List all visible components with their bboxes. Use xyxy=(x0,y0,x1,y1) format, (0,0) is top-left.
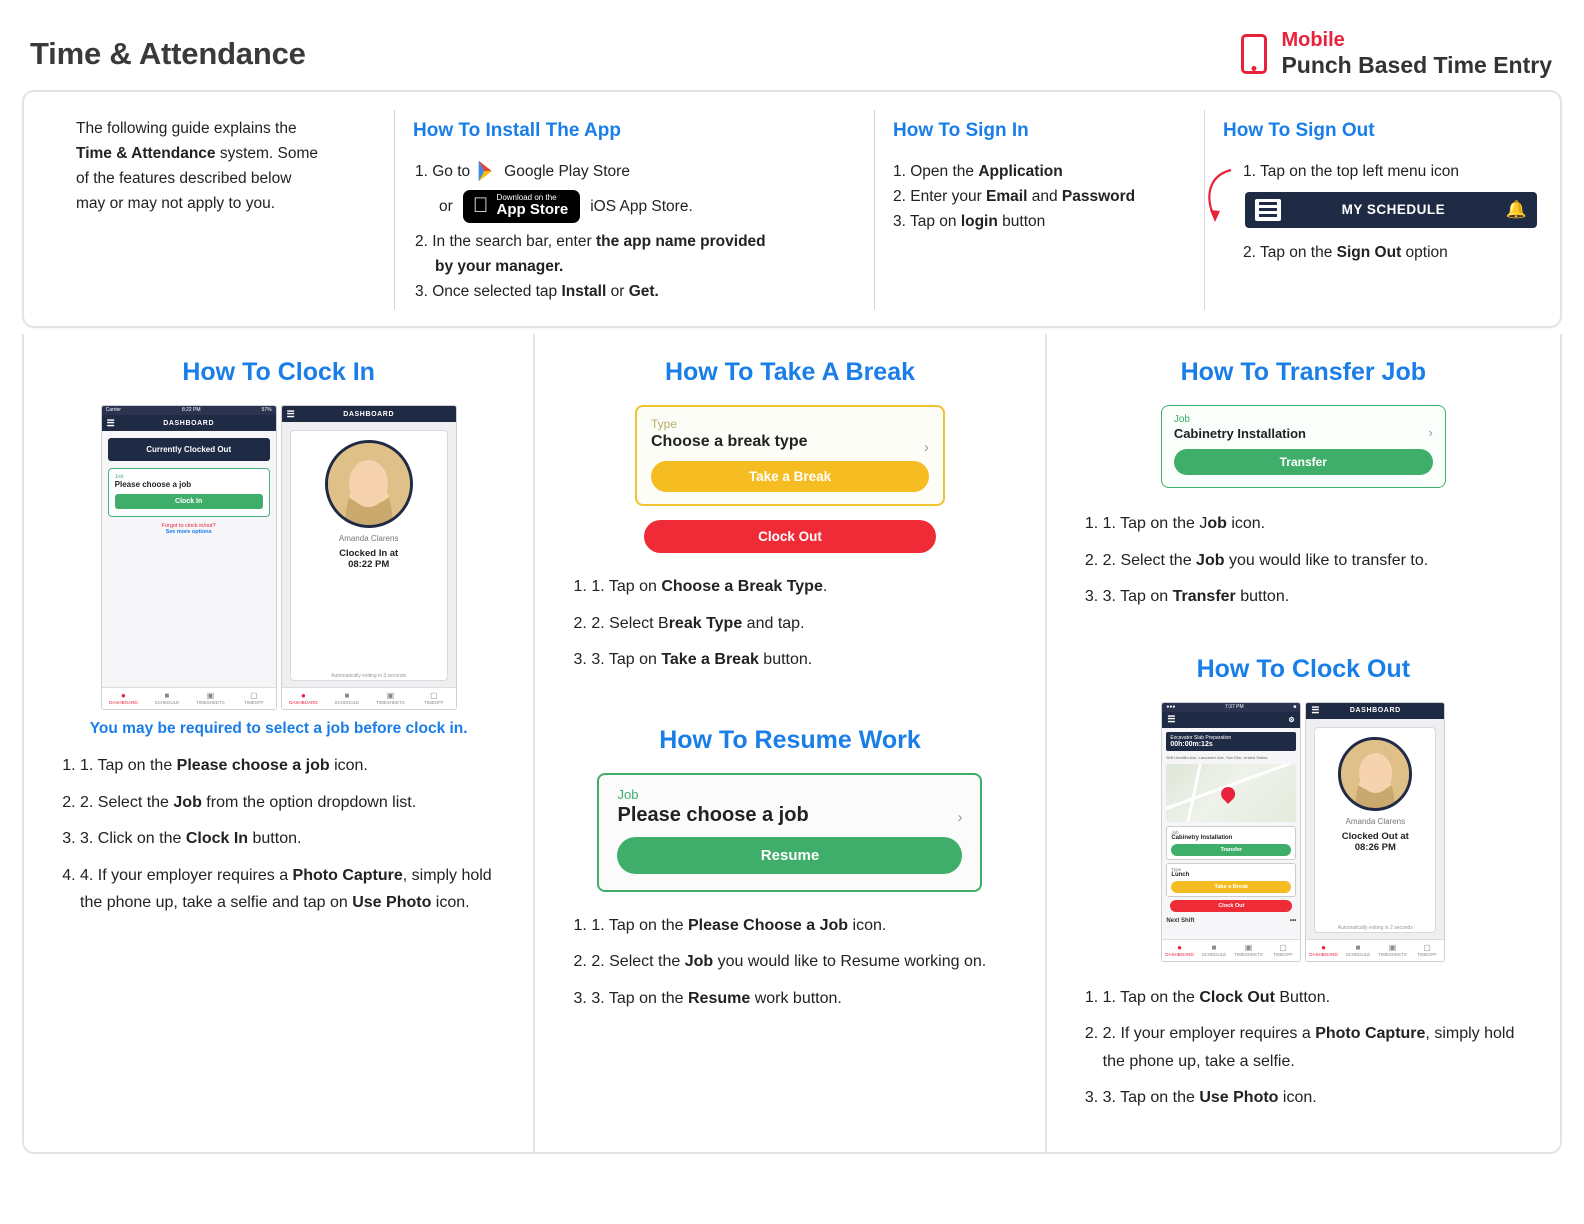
clock-in-heading: How To Clock In xyxy=(182,358,375,387)
phone1-tab-schedule-label: SCHEDULE xyxy=(154,700,180,706)
co-phone2-tab-timesheets[interactable]: ▣ TIMESHEETS xyxy=(1378,942,1407,957)
clock-in-note: You may be required to select a job before clock in. xyxy=(89,720,468,738)
phone1-job-label: Job xyxy=(114,474,124,481)
resume-work-heading: How To Resume Work xyxy=(659,725,921,754)
co-phone2-status: Clocked Out at xyxy=(1341,830,1409,842)
ci-s1-pre: 1. Tap on the xyxy=(80,757,177,775)
signout-step-2 xyxy=(1223,240,1526,265)
resume-step-3 xyxy=(591,985,1018,1013)
transfer-button[interactable]: Transfer xyxy=(1174,449,1433,475)
selfie-avatar xyxy=(325,440,413,528)
signin-step2-mid: and xyxy=(1027,187,1062,205)
intro-bold: Time & Attendance xyxy=(76,145,216,163)
gear-icon[interactable]: ⚙ xyxy=(1288,716,1296,724)
phone1-tabbar[interactable] xyxy=(102,687,276,709)
transfer-job-steps xyxy=(1073,510,1534,611)
transfer-clockout-section xyxy=(1045,334,1560,1152)
take-break-steps xyxy=(561,573,1018,674)
clock-out-steps xyxy=(1073,984,1534,1112)
co-phone1-next-shift-label: Next Shift xyxy=(1166,917,1195,924)
phone-dashboard-clocked-out xyxy=(101,405,277,710)
tj-s2-post: you would like to transfer to. xyxy=(1224,551,1429,569)
phone-active-job: ●●● 7:37 PM ■ ☰ ⚙ Excavator Slab Preparation 00h:00m:12s 508 Umatilla Ave, Lancaster Ave, San Dim, United States Job Cabinetry Installation Transfer Type Lunch Take a Break Clock Out Next Shift ••• ● DASHBOARD ■ SCHEDULE ▣ TIMESHEETS ▢ TIMEOFF xyxy=(1161,702,1301,962)
phone2-tab-timeoff-label: TIMEOFF xyxy=(424,700,444,706)
phone2-tab-dashboard-label: DASHBOARD xyxy=(289,700,318,706)
phone1-tab-dashboard[interactable]: ● DASHBOARD xyxy=(109,691,138,706)
install-step2-pre: 2. In the search bar, enter xyxy=(415,233,596,251)
rw-s3-bold: Resume xyxy=(688,989,751,1007)
resume-step-2 xyxy=(591,948,1018,976)
co-s1-post: Button. xyxy=(1274,988,1331,1006)
header-subtitle: Punch Based Time Entry xyxy=(1281,52,1552,79)
phone2-tab-schedule[interactable]: ■ SCHEDULE xyxy=(334,691,360,706)
ci-s3-post: button. xyxy=(248,830,302,848)
rw-s3-pre: 3. Tap on the xyxy=(591,989,688,1007)
phone1-job-value: Please choose a job xyxy=(114,480,192,490)
co-s1-pre: 1. Tap on the xyxy=(1102,988,1200,1006)
rw-s1-post: icon. xyxy=(848,916,887,934)
co-phone2-tab-dashboard[interactable]: ● DASHBOARD xyxy=(1309,942,1338,957)
phone2-user-name: Amanda Clarens xyxy=(338,534,399,544)
phone2-status: Clocked In at xyxy=(339,548,399,560)
top-info-panel xyxy=(22,90,1562,328)
co-phone1-job-value: Cabinetry Installation xyxy=(1171,834,1233,841)
transfer-job-value: Cabinetry Installation xyxy=(1173,426,1307,442)
co-phone1-clock-out-button[interactable]: Clock Out xyxy=(1170,900,1292,912)
signin-step-1 xyxy=(893,159,1186,184)
signout-step2-pre: 2. Tap on the xyxy=(1243,243,1337,261)
phone2-time: 08:22 PM xyxy=(348,559,390,571)
co-s3-pre: 3. Tap on the xyxy=(1102,1089,1200,1107)
phone1-menu-icon[interactable]: ☰ xyxy=(106,417,116,428)
transfer-step-3 xyxy=(1103,583,1534,611)
phone1-tab-timesheets[interactable]: ▣ TIMESHEETS xyxy=(196,691,225,706)
tb-s2-pre: 2. Select B xyxy=(591,614,669,632)
curved-arrow-icon xyxy=(1201,166,1241,236)
page-header xyxy=(22,22,1562,86)
phone-clocked-in-selfie xyxy=(281,405,457,710)
phone2-tab-dashboard[interactable]: ● DASHBOARD xyxy=(289,691,318,706)
phone1-tab-dashboard-label: DASHBOARD xyxy=(109,700,138,706)
intro-line3: of the features described below xyxy=(76,170,292,188)
signin-step3-post: button xyxy=(997,212,1046,230)
co-phone1-time: 7:37 PM xyxy=(1225,703,1244,710)
co-phone1-timer xyxy=(1166,732,1296,751)
signin-column xyxy=(874,110,1204,310)
co-phone1-timer-title: Excavator Slab Preparation xyxy=(1170,734,1232,741)
tj-s3-bold: Transfer xyxy=(1172,588,1236,606)
my-schedule-bar[interactable] xyxy=(1245,192,1537,228)
signin-step1-pre: 1. Open the xyxy=(893,162,979,180)
phone1-status-bar: Currently Clocked Out xyxy=(108,438,270,461)
phone1-tab-schedule[interactable]: ■ SCHEDULE xyxy=(154,691,180,706)
ci-s4-bold2: Use Photo xyxy=(352,894,432,912)
co-s1-bold: Clock Out xyxy=(1199,988,1275,1006)
rw-s2-pre: 2. Select the xyxy=(591,953,685,971)
phone2-tabbar[interactable] xyxy=(282,687,456,709)
transfer-step-1 xyxy=(1103,510,1534,538)
appstore-small-label: Download on the xyxy=(480,192,541,202)
clock-in-step-4 xyxy=(80,862,507,917)
break-step-2 xyxy=(591,610,1018,638)
co-phone1-tab-timeoff[interactable]: ▢ TIMEOFF xyxy=(1273,942,1293,957)
break-type-value: Choose a break type xyxy=(650,433,808,451)
phone1-job-card[interactable] xyxy=(108,468,270,517)
hamburger-menu-icon[interactable] xyxy=(1255,199,1281,221)
clock-in-step-2 xyxy=(80,789,507,817)
install-step3-mid: or xyxy=(606,283,629,301)
co-phone2-menu-icon[interactable]: ☰ xyxy=(1311,705,1320,716)
install-step3-get: Get. xyxy=(628,283,659,301)
signin-step2-pre: 2. Enter your xyxy=(893,187,987,205)
co-phone1-tab-timesheets[interactable]: ▣ TIMESHEETS xyxy=(1234,942,1263,957)
rw-s2-post: you would like to Resume working on. xyxy=(713,953,987,971)
intro-line4: may or may not apply to you. xyxy=(76,195,276,213)
tb-s3-pre: 3. Tap on xyxy=(591,651,662,669)
co-phone1-break-button[interactable]: Take a Break xyxy=(1171,881,1291,893)
phone1-tab-timesheets-label: TIMESHEETS xyxy=(196,700,225,706)
install-step3-install: Install xyxy=(561,283,607,301)
intro-line2: system. Some xyxy=(215,145,319,163)
phone1-forgot-text: Forgot to clock in/out? xyxy=(161,523,216,530)
tj-s1-pre: 1. Tap on the J xyxy=(1102,515,1208,533)
appstore-big-label: App Store xyxy=(480,201,553,219)
phone-clocked-out-selfie xyxy=(1305,702,1445,962)
co-phone1-tabbar[interactable] xyxy=(1162,939,1300,961)
resume-job-label: Job xyxy=(617,786,639,802)
co-phone1-type-card[interactable] xyxy=(1166,863,1296,897)
clock-out-step-2 xyxy=(1103,1020,1534,1075)
rw-s1-bold: Please Choose a Job xyxy=(688,916,849,934)
co-phone1-address: 508 Umatilla Ave, Lancaster Ave, San Dim, United States xyxy=(1166,754,1268,760)
take-a-break-button[interactable]: Take a Break xyxy=(651,461,929,492)
resume-job-value: Please choose a job xyxy=(617,803,809,826)
tb-s1-pre: 1. Tap on xyxy=(591,578,662,596)
rw-s3-post: work button. xyxy=(750,989,842,1007)
rw-s1-pre: 1. Tap on the xyxy=(591,916,688,934)
clock-in-section xyxy=(24,334,533,1152)
ci-s3-pre: 3. Click on the xyxy=(80,830,186,848)
signout-column xyxy=(1204,110,1544,310)
tj-s1-bold: ob xyxy=(1207,515,1227,533)
signin-step2-bold: Email xyxy=(986,187,1028,205)
resume-step-1 xyxy=(591,912,1018,940)
mobile-phone-icon xyxy=(1241,34,1267,74)
co-phone1-transfer-button[interactable]: Transfer xyxy=(1171,844,1291,856)
tb-s3-bold: Take a Break xyxy=(661,651,759,669)
app-store-badge-icon xyxy=(463,190,580,223)
break-type-label: Type xyxy=(650,417,677,432)
signin-step-2 xyxy=(893,184,1186,209)
tb-s3-post: button. xyxy=(758,651,813,669)
phone2-navbar-title: DASHBOARD xyxy=(343,410,395,418)
resume-work-steps xyxy=(561,912,1018,1013)
phone1-navbar-title: DASHBOARD xyxy=(163,419,215,427)
clock-in-phone-mockups xyxy=(50,405,507,710)
co-s3-bold: Use Photo xyxy=(1199,1089,1279,1107)
signin-step3-pre: 3. Tap on xyxy=(893,212,961,230)
co-phone1-tab-schedule[interactable]: ■ SCHEDULE xyxy=(1201,942,1227,957)
co-phone1-tab-dashboard[interactable]: ● DASHBOARD xyxy=(1165,942,1194,957)
phone1-battery: 57% xyxy=(261,407,272,414)
co-phone1-job-card[interactable] xyxy=(1166,826,1296,860)
clock-out-button[interactable]: Clock Out xyxy=(644,520,936,553)
phone2-tab-timeoff[interactable]: ▢ TIMEOFF xyxy=(424,691,444,706)
break-step-3 xyxy=(591,646,1018,674)
co-phone1-type-value: Lunch xyxy=(1171,871,1190,878)
signin-heading: How To Sign In xyxy=(893,120,1029,141)
tb-s2-bold: reak Type xyxy=(668,614,743,632)
phone1-more-options-link[interactable]: See more options xyxy=(165,529,212,536)
co-s2-pre: 2. If your employer requires a xyxy=(1102,1025,1316,1043)
clock-out-heading: How To Clock Out xyxy=(1196,654,1411,683)
selfie-avatar xyxy=(1338,737,1412,811)
chevron-right-icon[interactable]: › xyxy=(923,439,929,457)
take-break-heading: How To Take A Break xyxy=(664,358,916,387)
phone2-tab-timesheets-label: TIMESHEETS xyxy=(376,700,405,706)
clock-in-step-1 xyxy=(80,752,507,780)
tb-s2-post: and tap. xyxy=(742,614,805,632)
header-right xyxy=(1241,29,1552,78)
phone1-carrier: Carrier xyxy=(105,407,121,414)
transfer-step-2 xyxy=(1103,547,1534,575)
co-phone2-tab-schedule[interactable]: ■ SCHEDULE xyxy=(1345,942,1371,957)
phone1-clock-in-button[interactable]: Clock In xyxy=(115,494,263,509)
co-phone2-user-name: Amanda Clarens xyxy=(1345,816,1406,826)
ci-s2-post: from the option dropdown list. xyxy=(201,793,417,811)
tj-s2-pre: 2. Select the xyxy=(1102,551,1197,569)
clock-out-step-3 xyxy=(1103,1084,1534,1112)
co-s2-post: , simply hold the phone up, take a selfie. xyxy=(1102,1025,1515,1070)
break-step-1 xyxy=(591,573,1018,601)
signout-step-1: 1. Tap on the top left menu icon xyxy=(1243,162,1460,180)
tb-s1-post: . xyxy=(822,578,828,596)
signout-step2-post: option xyxy=(1401,243,1448,261)
clock-out-phone-mockups xyxy=(1073,702,1534,962)
co-phone2-tab-timeoff[interactable]: ▢ TIMEOFF xyxy=(1417,942,1437,957)
ci-s4-post2: icon. xyxy=(431,894,470,912)
main-columns xyxy=(22,334,1562,1154)
header-mobile-label: Mobile xyxy=(1281,29,1345,52)
resume-job-widget[interactable] xyxy=(597,773,982,892)
co-phone2-navbar-title: DASHBOARD xyxy=(1349,707,1401,715)
co-phone1-menu-icon[interactable]: ☰ xyxy=(1167,714,1176,725)
co-phone1-type-label: Type xyxy=(1171,866,1182,872)
intro-line1: The following guide explains the xyxy=(76,120,297,137)
chevron-right-icon[interactable]: › xyxy=(1428,425,1433,441)
signin-step3-bold: login xyxy=(960,212,998,230)
co-s3-post: icon. xyxy=(1278,1089,1317,1107)
install-step2-bold2: by your manager. xyxy=(435,258,564,276)
co-phone1-next-shift-more[interactable]: ••• xyxy=(1290,917,1297,924)
install-column xyxy=(394,110,874,310)
my-schedule-label: MY SCHEDULE xyxy=(1341,201,1446,217)
tj-s3-post: button. xyxy=(1235,588,1290,606)
clock-out-step-1 xyxy=(1103,984,1534,1012)
co-phone2-time: 08:26 PM xyxy=(1354,841,1396,853)
phone1-tab-timeoff-label: TIMEOFF xyxy=(244,700,264,706)
signin-step-3 xyxy=(893,209,1186,234)
ci-s2-bold: Job xyxy=(173,793,202,811)
phone1-tab-timeoff[interactable]: ▢ TIMEOFF xyxy=(244,691,264,706)
ci-s4-post: , simply hold the phone up, take a selfie and tap on xyxy=(80,866,492,912)
rw-s2-bold: Job xyxy=(684,953,714,971)
install-heading: How To Install The App xyxy=(413,120,621,141)
ci-s1-bold: Please choose a job xyxy=(176,757,330,775)
co-phone2-tabbar[interactable] xyxy=(1306,939,1444,961)
co-s2-bold: Photo Capture xyxy=(1315,1025,1426,1043)
phone1-time: 8:22 PM xyxy=(181,407,201,414)
install-step1-store: Google Play Store xyxy=(504,162,630,180)
install-step1-pre: 1. Go to xyxy=(415,162,471,180)
google-play-icon xyxy=(475,160,499,182)
phone2-tab-schedule-label: SCHEDULE xyxy=(334,700,360,706)
transfer-job-widget[interactable] xyxy=(1161,405,1446,488)
phone2-tab-timesheets[interactable]: ▣ TIMESHEETS xyxy=(376,691,405,706)
tj-s2-bold: Job xyxy=(1196,551,1225,569)
transfer-job-heading: How To Transfer Job xyxy=(1180,358,1427,387)
ci-s4-bold: Photo Capture xyxy=(292,866,403,884)
install-step2-bold: the app name provided xyxy=(595,233,766,251)
resume-button[interactable]: Resume xyxy=(617,837,962,874)
chevron-right-icon[interactable]: › xyxy=(957,808,963,826)
clock-in-steps xyxy=(50,752,507,917)
co-phone1-job-label: Job xyxy=(1171,829,1179,835)
page-title: Time & Attendance xyxy=(30,36,306,71)
co-phone1-timer-value: 00h:00m:12s xyxy=(1170,740,1213,748)
ci-s1-post: icon. xyxy=(329,757,368,775)
signout-step2-bold: Sign Out xyxy=(1336,243,1402,261)
co-phone2-exit-note: Automatically exiting in 2 seconds xyxy=(1337,924,1413,931)
ci-s2-pre: 2. Select the xyxy=(80,793,174,811)
install-step3-pre: 3. Once selected tap xyxy=(415,283,562,301)
phone2-menu-icon[interactable]: ☰ xyxy=(286,408,296,419)
signin-step1-bold: Application xyxy=(978,162,1063,180)
transfer-job-label: Job xyxy=(1173,414,1190,426)
ci-s3-bold: Clock In xyxy=(185,830,249,848)
break-resume-section xyxy=(533,334,1044,1152)
phone2-exit-note: Automatically exiting in 3 seconds xyxy=(331,673,407,680)
bell-icon[interactable]: 🔔 xyxy=(1505,200,1527,220)
signout-heading: How To Sign Out xyxy=(1223,120,1375,141)
tj-s1-post: icon. xyxy=(1226,515,1266,533)
intro-column xyxy=(34,110,394,310)
install-step1-ios: iOS App Store. xyxy=(574,197,677,215)
break-type-widget[interactable] xyxy=(635,405,945,506)
tb-s1-bold: Choose a Break Type xyxy=(661,578,823,596)
tj-s3-pre: 3. Tap on xyxy=(1102,588,1173,606)
install-or: or xyxy=(439,197,453,215)
clock-in-step-3 xyxy=(80,825,507,853)
signin-step2-bold2: Password xyxy=(1061,187,1136,205)
ci-s4-pre: 4. If your employer requires a xyxy=(80,866,293,884)
map-view[interactable] xyxy=(1166,764,1296,822)
